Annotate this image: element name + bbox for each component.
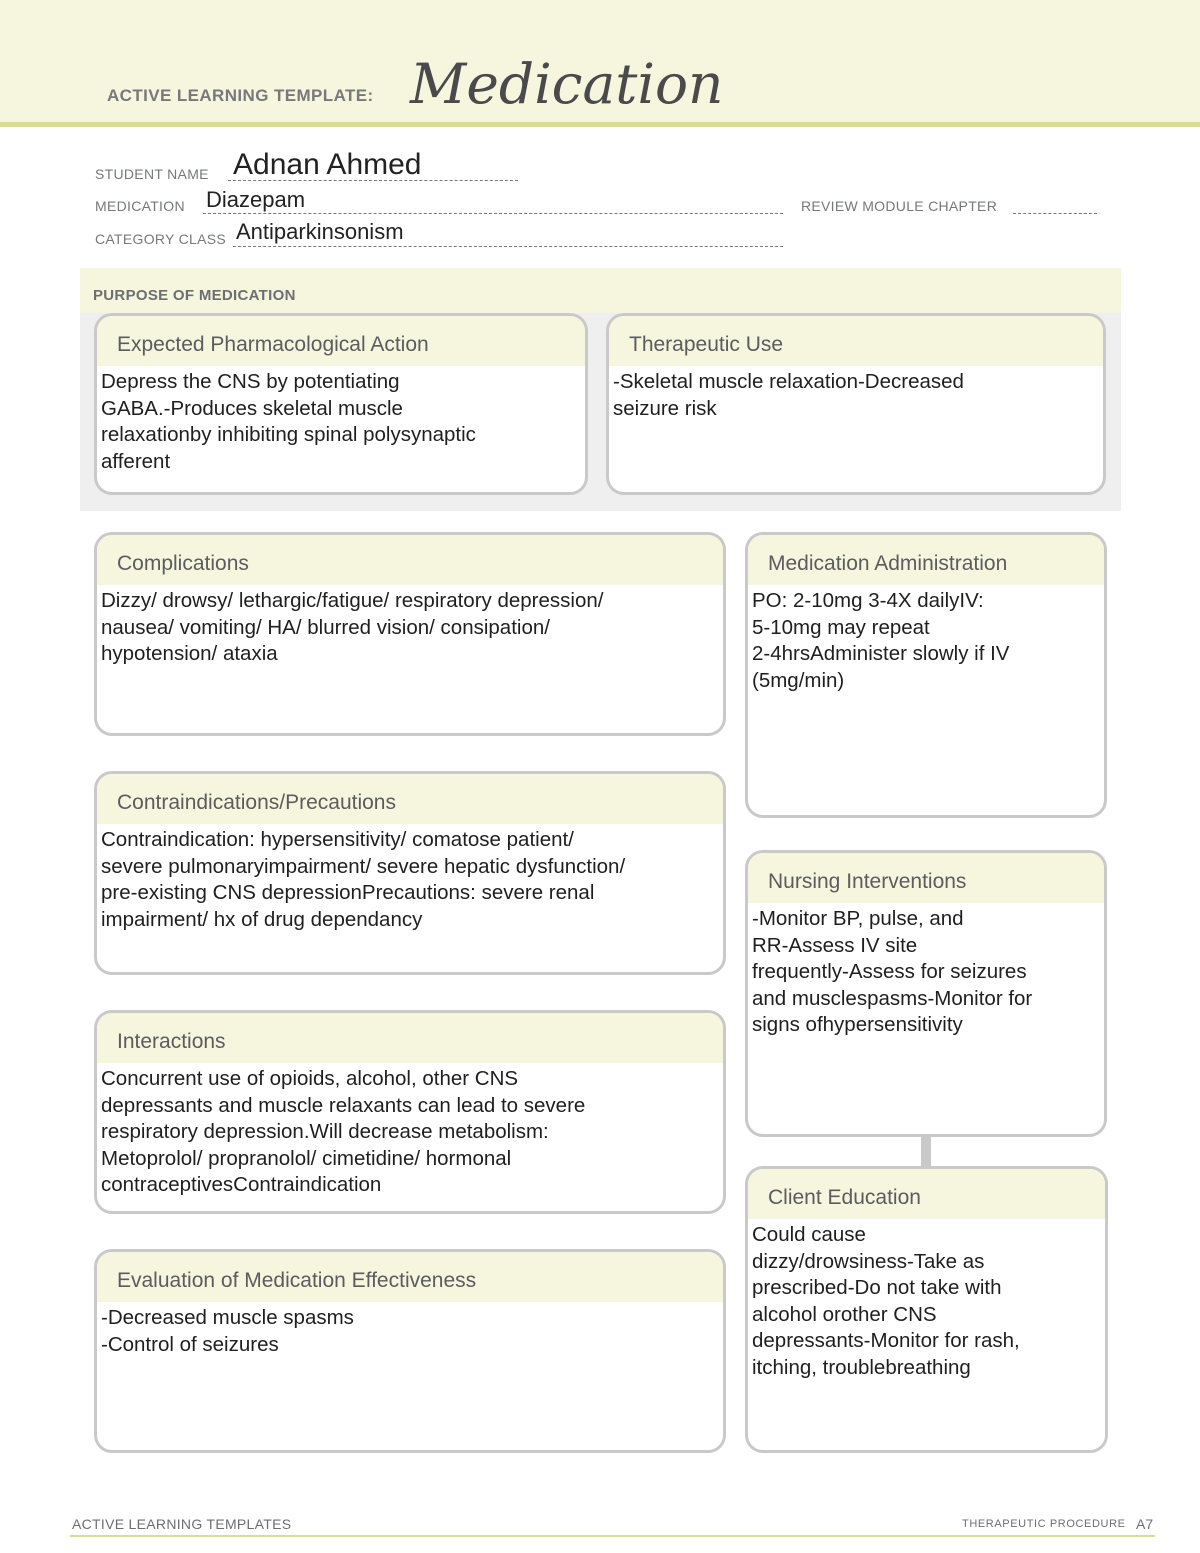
administration-line: (5mg/min)	[752, 668, 845, 692]
evaluation-line: -Control of seizures	[101, 1332, 279, 1356]
contraindications-line: pre-existing CNS depressionPrecautions: severe renal	[101, 881, 595, 904]
administration-body[interactable]	[748, 585, 1104, 694]
complications-line: hypotension/ ataxia	[101, 642, 278, 665]
expected-action-line: Depress the CNS by potentiating	[101, 370, 400, 393]
header-rule	[0, 122, 1200, 127]
education-line: alcohol orother CNS	[752, 1302, 937, 1326]
interactions-box	[94, 1010, 726, 1214]
expected-action-box	[94, 313, 588, 495]
medication-label: MEDICATION	[95, 198, 185, 214]
complications-line: nausea/ vomiting/ HA/ blurred vision/ consipation/	[101, 615, 550, 639]
therapeutic-use-body[interactable]	[609, 366, 1103, 422]
education-line: prescribed-Do not take with	[752, 1276, 1002, 1299]
education-title: Client Education	[748, 1169, 1105, 1219]
therapeutic-use-line: -Skeletal muscle relaxation-Decreased	[613, 370, 964, 393]
evaluation-title: Evaluation of Medication Effectiveness	[97, 1252, 723, 1302]
interactions-line: Concurrent use of opioids, alcohol, other CNS	[101, 1067, 519, 1090]
evaluation-body[interactable]	[97, 1302, 723, 1358]
education-line: depressants-Monitor for rash,	[752, 1329, 1020, 1352]
administration-title: Medication Administration	[748, 535, 1104, 585]
administration-line: 2-4hrsAdminister slowly if IV	[752, 642, 1010, 665]
contraindications-line: Contraindication: hypersensitivity/ comatose patient/	[101, 828, 574, 851]
medication-value[interactable]: Diazepam	[206, 187, 306, 212]
student-name-value[interactable]: Adnan Ahmed	[233, 148, 422, 181]
review-module-label: REVIEW MODULE CHAPTER	[801, 198, 998, 214]
expected-action-line: afferent	[101, 449, 171, 473]
category-class-value[interactable]: Antiparkinsonism	[236, 219, 404, 244]
expected-action-title: Expected Pharmacological Action	[97, 316, 585, 366]
template-label: ACTIVE LEARNING TEMPLATE:	[107, 86, 374, 105]
education-line: itching, troublebreathing	[752, 1355, 971, 1379]
nursing-box	[745, 850, 1107, 1137]
contraindications-body[interactable]	[97, 824, 723, 933]
therapeutic-use-box	[606, 313, 1106, 495]
complications-box	[94, 532, 726, 736]
contraindications-title: Contraindications/Precautions	[97, 774, 723, 824]
interactions-line: contraceptivesContraindication	[101, 1173, 382, 1196]
administration-line: PO: 2-10mg 3-4X dailyIV:	[752, 589, 984, 612]
nursing-line: and musclespasms-Monitor for	[752, 986, 1033, 1010]
complications-title: Complications	[97, 535, 723, 585]
nursing-line: frequently-Assess for seizures	[752, 960, 1027, 983]
review-module-line	[1013, 194, 1097, 214]
expected-action-line: relaxationby inhibiting spinal polysynaptic	[101, 423, 476, 446]
therapeutic-use-title: Therapeutic Use	[609, 316, 1103, 366]
template-title: Medication	[410, 52, 724, 116]
contraindications-box	[94, 771, 726, 975]
nursing-body[interactable]	[748, 903, 1104, 1039]
evaluation-box	[94, 1249, 726, 1453]
therapeutic-use-line: seizure risk	[613, 396, 717, 420]
expected-action-line: GABA.-Produces skeletal muscle	[101, 396, 403, 420]
nursing-line: RR-Assess IV site	[752, 933, 918, 957]
connector-bar	[921, 1136, 931, 1166]
expected-action-body[interactable]	[97, 366, 585, 475]
education-box	[745, 1166, 1108, 1453]
footer-right-text: THERAPEUTIC PROCEDURE	[962, 1518, 1126, 1530]
interactions-title: Interactions	[97, 1013, 723, 1063]
contraindications-line: severe pulmonaryimpairment/ severe hepatic dysfunction/	[101, 854, 626, 878]
purpose-title: PURPOSE OF MEDICATION	[93, 287, 296, 304]
footer-page-number: A7	[1136, 1516, 1154, 1532]
nursing-title: Nursing Interventions	[748, 853, 1104, 903]
complications-body[interactable]	[97, 585, 723, 668]
contraindications-line: impairment/ hx of drug dependancy	[101, 907, 423, 931]
administration-line: 5-10mg may repeat	[752, 615, 930, 639]
evaluation-line: -Decreased muscle spasms	[101, 1306, 354, 1329]
education-body[interactable]	[748, 1219, 1105, 1381]
footer-rule	[70, 1535, 1155, 1537]
interactions-line: respiratory depression.Will decrease metabolism:	[101, 1120, 549, 1143]
complications-line: Dizzy/ drowsy/ lethargic/fatigue/ respiratory depression/	[101, 589, 604, 612]
category-class-label: CATEGORY CLASS	[95, 231, 227, 247]
interactions-line: Metoprolol/ propranolol/ cimetidine/ hormonal	[101, 1146, 512, 1170]
education-line: Could cause	[752, 1223, 866, 1246]
administration-box	[745, 532, 1107, 818]
nursing-line: signs ofhypersensitivity	[752, 1013, 963, 1036]
footer-left-text: ACTIVE LEARNING TEMPLATES	[72, 1516, 292, 1532]
nursing-line: -Monitor BP, pulse, and	[752, 907, 964, 930]
education-line: dizzy/drowsiness-Take as	[752, 1249, 985, 1273]
interactions-line: depressants and muscle relaxants can lead to severe	[101, 1093, 586, 1117]
student-name-label: STUDENT NAME	[95, 166, 209, 182]
interactions-body[interactable]	[97, 1063, 723, 1199]
